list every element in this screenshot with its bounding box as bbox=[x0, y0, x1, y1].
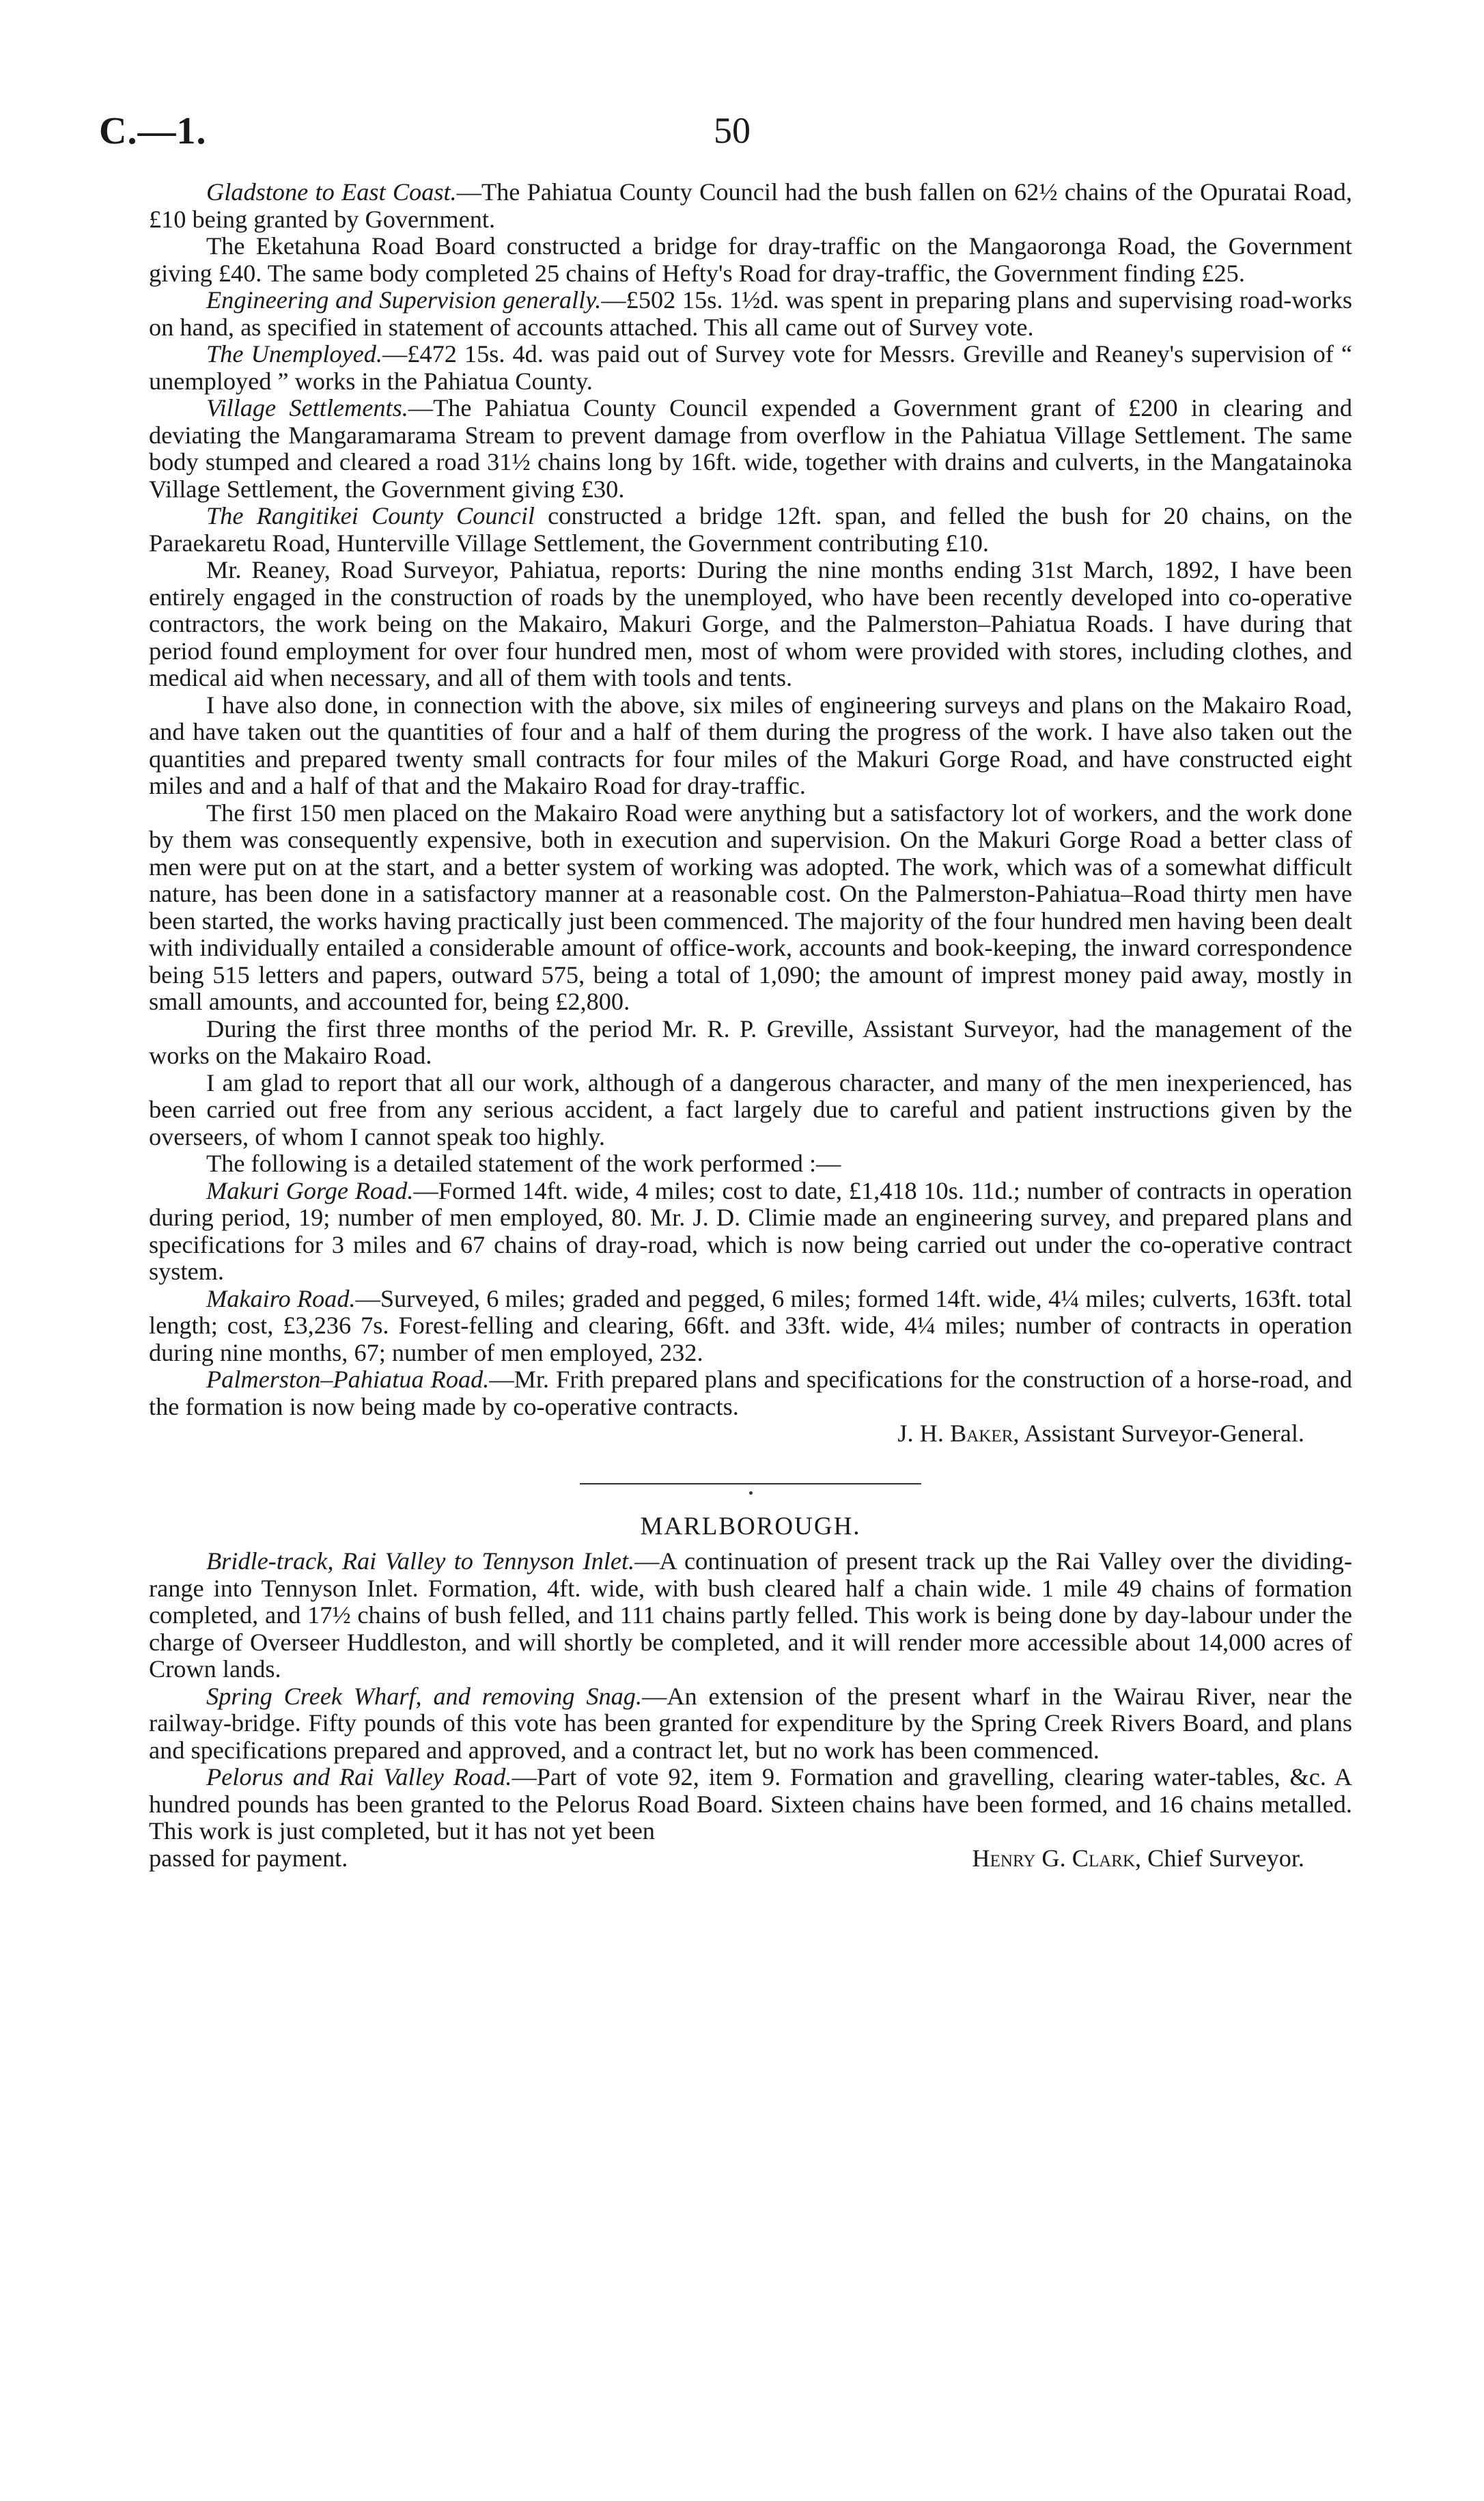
report-paragraph bbox=[149, 341, 1352, 395]
paragraph-text: Mr. Reaney, Road Surveyor, Pahiatua, reports: During the nine months ending 31st March, 1892, I have been entirely engaged in the construction of roads by the unemployed, who have been recently developed into co-operative contractors, the work being on the Makairo, Makuri Gorge, and the Palmerston–Pahiatua Roads. I have during that period found employment for over four hundred men, most of whom were provided with stores, including clothes, and medical aid when necessary, and all of them with tools and tents. bbox=[149, 556, 1352, 691]
report-paragraph bbox=[149, 692, 1352, 800]
signature-clark: Henry G. Clark, Chief Surveyor. bbox=[972, 1844, 1304, 1872]
report-paragraph bbox=[149, 179, 1352, 233]
marlborough-paragraphs bbox=[149, 1548, 1352, 1845]
paragraph-heading: Palmerston–Pahiatua Road. bbox=[206, 1366, 490, 1393]
paragraph-text: —£502 15s. 1½d. was spent in preparing plans and supervising road-works on hand, as specified in statement of accounts attached. This all came out of Survey vote. bbox=[149, 286, 1352, 341]
section-divider bbox=[580, 1483, 921, 1484]
paragraph-text: —The Pahiatua County Council expended a Government grant of £200 in clearing and deviating the Mangaramarama Stream to prevent damage from overflow in the Pahiatua Village Settlement. The same body stumped and cleared a road 31½ chains long by 16ft. wide, together with drains and culverts, in the Mangatainoka Village Settlement, the Government giving £30. bbox=[149, 394, 1352, 503]
paragraph-text: —The Pahiatua County Council had the bush fallen on 62½ chains of the Opuratai Road, £10 being granted by Government. bbox=[149, 178, 1352, 233]
marlborough-paragraph bbox=[149, 1548, 1352, 1683]
marlborough-paragraph bbox=[149, 1683, 1352, 1765]
report-paragraph bbox=[149, 800, 1352, 1016]
paragraph-heading: Bridle-track, Rai Valley to Tennyson Inlet. bbox=[206, 1547, 635, 1575]
paragraph-text: The Eketahuna Road Board constructed a bridge for dray-traffic on the Mangaoronga Road, the Government giving £40. The same body completed 25 chains of Hefty's Road for dray-traffic, the Government finding £25. bbox=[149, 232, 1352, 287]
marlborough-paragraph bbox=[149, 1764, 1352, 1845]
report-paragraph bbox=[149, 1016, 1352, 1070]
paragraph-text: The first 150 men placed on the Makairo Road were anything but a satisfactory lot of workers, and the work done by them was consequently expensive, both in execution and supervision. On the Makuri Gorge Road a better class of men were put on at the start, and a better system of working was adopted. The work, which was of a somewhat difficult nature, has been done in a satisfactory manner at a reasonable cost. On the Palmerston-Pahiatua–Road thirty men have been started, the works having practically just been commenced. The majority of the four hundred men having been dealt with individually entailed a considerable amount of office-work, accounts and book-keeping, the inward correspondence being 515 letters and papers, outward 575, being a total of 1,090; the amount of imprest money paid away, mostly in small amounts, and accounted for, being £2,800. bbox=[149, 799, 1352, 1015]
paragraph-text: —Part of vote 92, item 9. Formation and gravelling, clearing water-tables, &c. A hundred pounds has been granted to the Pelorus Road Board. Sixteen chains have been formed, and 16 chains metalled. This work is just completed, but it has not yet been bbox=[149, 1763, 1352, 1844]
paragraph-text: —An extension of the present wharf in the Wairau River, near the railway-bridge. Fifty pounds of this vote has been granted for expenditure by the Spring Creek Rivers Board, and plans and specifications prepared and approved, and a contract let, but no work has been commenced. bbox=[149, 1682, 1353, 1764]
paragraph-text: I am glad to report that all our work, although of a dangerous character, and many of the men inexperienced, has been carried out free from any serious accident, a fact largely due to careful and patient instructions given by the overseers, of whom I cannot speak too highly. bbox=[149, 1068, 1352, 1150]
report-paragraph bbox=[149, 1286, 1352, 1367]
paragraph-heading: The Unemployed. bbox=[206, 340, 382, 368]
page-number: 50 bbox=[714, 110, 751, 151]
paragraph-heading: Makairo Road. bbox=[206, 1284, 356, 1312]
paragraph-text: The following is a detailed statement of the work performed :— bbox=[206, 1150, 841, 1177]
report-paragraph bbox=[149, 503, 1352, 557]
report-paragraph bbox=[149, 557, 1352, 692]
paragraph-text: —Surveyed, 6 miles; graded and pegged, 6 miles; formed 14ft. wide, 4¼ miles; culverts, 163ft. total length; cost, £3,236 7s. Forest-felling and clearing, 66ft. and 33ft. wide, 4¼ miles; number of contracts in operation during nine months, 67; number of men employed, 232. bbox=[149, 1284, 1352, 1366]
signature-baker: J. H. Baker, Assistant Surveyor-General. bbox=[897, 1420, 1304, 1447]
paragraph-heading: Spring Creek Wharf, and removing Snag. bbox=[206, 1682, 643, 1710]
document-reference: C.—1. bbox=[99, 110, 207, 152]
paragraph-heading: Makuri Gorge Road. bbox=[206, 1176, 414, 1204]
report-paragraph bbox=[149, 233, 1352, 287]
paragraph-text: constructed a bridge 12ft. span, and felled the bush for 20 chains, on the Paraekaretu Road, Hunterville Village Settlement, the Government contributing £10. bbox=[149, 502, 1352, 557]
report-paragraph bbox=[149, 287, 1352, 341]
section-title: MARLBOROUGH. bbox=[640, 1512, 861, 1540]
paragraph-heading: Gladstone to East Coast. bbox=[206, 178, 457, 206]
paragraph-heading: Village Settlements. bbox=[206, 394, 408, 422]
report-paragraph bbox=[149, 395, 1352, 503]
paragraph-heading: Engineering and Supervision generally. bbox=[206, 286, 602, 314]
document-body bbox=[149, 179, 1352, 1872]
report-paragraph bbox=[149, 1178, 1352, 1286]
paragraph-text: During the first three months of the period Mr. R. P. Greville, Assistant Surveyor, had the management of the works on the Makairo Road. bbox=[149, 1014, 1352, 1069]
paragraph-heading: The Rangitikei County Council bbox=[206, 502, 535, 529]
paragraph-text: I have also done, in connection with the above, six miles of engineering surveys and plans on the Makairo Road, and have taken out the quantities of four and a half of them during the progress of the work. I have also taken out the quantities and prepared twenty small contracts for four miles of the Makuri Gorge Road, and have constructed eight miles and and a half of that and the Makairo Road for dray-traffic. bbox=[149, 691, 1352, 799]
paragraph-text: —Formed 14ft. wide, 4 miles; cost to date, £1,418 10s. 11d.; number of contracts in operation during period, 19; number of men employed, 80. Mr. J. D. Climie made an engineering survey, and prepared plans and specifications for 3 miles and 67 chains of dray-road, which is now being carried out under the co-operative contract system. bbox=[149, 1176, 1352, 1285]
report-paragraph bbox=[149, 1150, 1352, 1178]
paragraph-text: —A continuation of present track up the Rai Valley over the dividing-range into Tennyson Inlet. Formation, 4ft. wide, with bush cleared half a chain wide. 1 mile 49 chains of formation completed, and 17½ chains of bush felled, and 111 chains partly felled. This work is being done by day-labour under the charge of Overseer Huddleston, and will shortly be completed, and it will render more accessible about 14,000 acres of Crown lands. bbox=[149, 1547, 1352, 1683]
report-paragraph bbox=[149, 1070, 1352, 1151]
report-paragraph bbox=[149, 1366, 1352, 1420]
report-paragraphs bbox=[149, 179, 1352, 1420]
paragraph-text: —£472 15s. 4d. was paid out of Survey vote for Messrs. Greville and Reaney's supervision of “ unemployed ” works in the Pahiatua County. bbox=[149, 340, 1353, 395]
paragraph-text: —Mr. Frith prepared plans and specifications for the construction of a horse-road, and the formation is now being made by co-operative contracts. bbox=[149, 1366, 1352, 1420]
paragraph-heading: Pelorus and Rai Valley Road. bbox=[206, 1763, 512, 1791]
page-header bbox=[99, 109, 1349, 164]
closing-line: passed for payment. Henry G. Clark, Chief Surveyor. bbox=[149, 1844, 1304, 1872]
